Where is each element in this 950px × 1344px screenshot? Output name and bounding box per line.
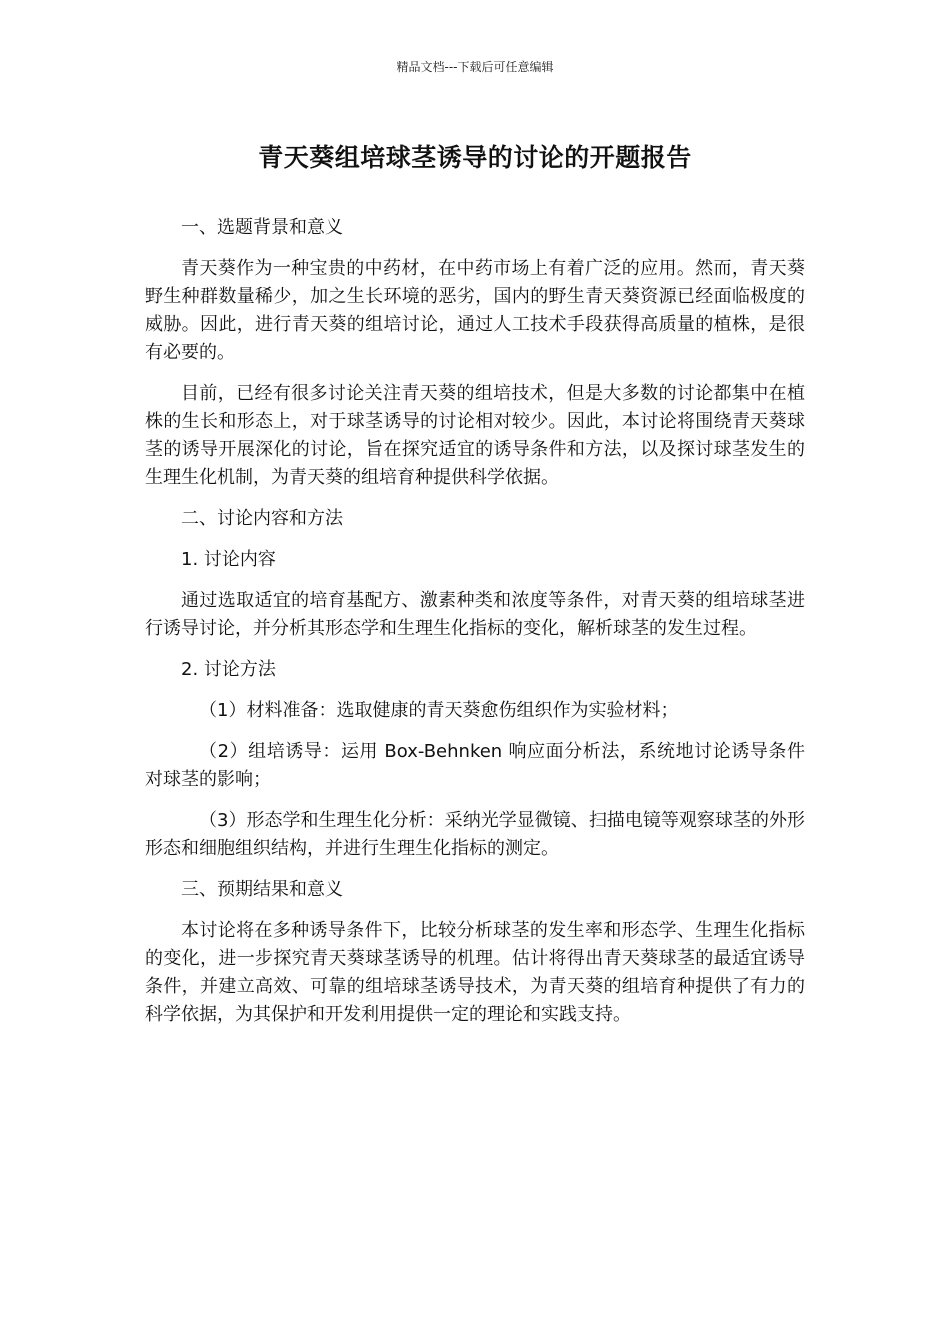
section3-heading: 三、预期结果和意义 (181, 879, 343, 900)
header-note: 精品文档---下载后可任意编辑 (396, 60, 554, 74)
section2-sub1-paragraph: 通过选取适宜的培育基配方、激素种类和浓度等条件，对青天葵的组培球茎进行诱导讨论，并分析其形态学和生理生化指标的变化，解析球茎的发生过程。 (145, 590, 805, 639)
section2-sub1-heading: 1. 讨论内容 (181, 549, 276, 570)
method-item-1: （1）材料准备：选取健康的青天葵愈伤组织作为实验材料； (199, 700, 679, 721)
document-title: 青天葵组培球茎诱导的讨论的开题报告 (258, 143, 692, 172)
document-body (145, 214, 805, 1042)
section1-heading: 一、选题背景和意义 (181, 217, 343, 238)
section2-heading: 二、讨论内容和方法 (181, 508, 343, 529)
section1-paragraph-1: 青天葵作为一种宝贵的中药材，在中药市场上有着广泛的应用。然而，青天葵野生种群数量稀少，加之生长环境的恶劣，国内的野生青天葵资源已经面临极度的威胁。因此，进行青天葵的组培讨论，通过人工技术手段获得高质量的植株，是很有必要的。 (145, 258, 805, 363)
section2-sub2-heading: 2. 讨论方法 (181, 659, 276, 680)
method-item-3: （3）形态学和生理生化分析：采纳光学显微镜、扫描电镜等观察球茎的外形形态和细胞组织结构，并进行生理生化指标的测定。 (145, 810, 805, 859)
method-item-2: （2）组培诱导：运用 Box-Behnken 响应面分析法，系统地讨论诱导条件对球茎的影响； (145, 741, 805, 790)
section3-paragraph-1: 本讨论将在多种诱导条件下，比较分析球茎的发生率和形态学、生理生化指标的变化，进一步探究青天葵球茎诱导的机理。估计将得出青天葵球茎的最适宜诱导条件，并建立高效、可靠的组培球茎诱导技术，为青天葵的组培育种提供了有力的科学依据，为其保护和开发利用提供一定的理论和实践支持。 (145, 920, 805, 1025)
section1-paragraph-2: 目前，已经有很多讨论关注青天葵的组培技术，但是大多数的讨论都集中在植株的生长和形态上，对于球茎诱导的讨论相对较少。因此，本讨论将围绕青天葵球茎的诱导开展深化的讨论，旨在探究适宜的诱导条件和方法，以及探讨球茎发生的生理生化机制，为青天葵的组培育种提供科学依据。 (145, 383, 805, 488)
